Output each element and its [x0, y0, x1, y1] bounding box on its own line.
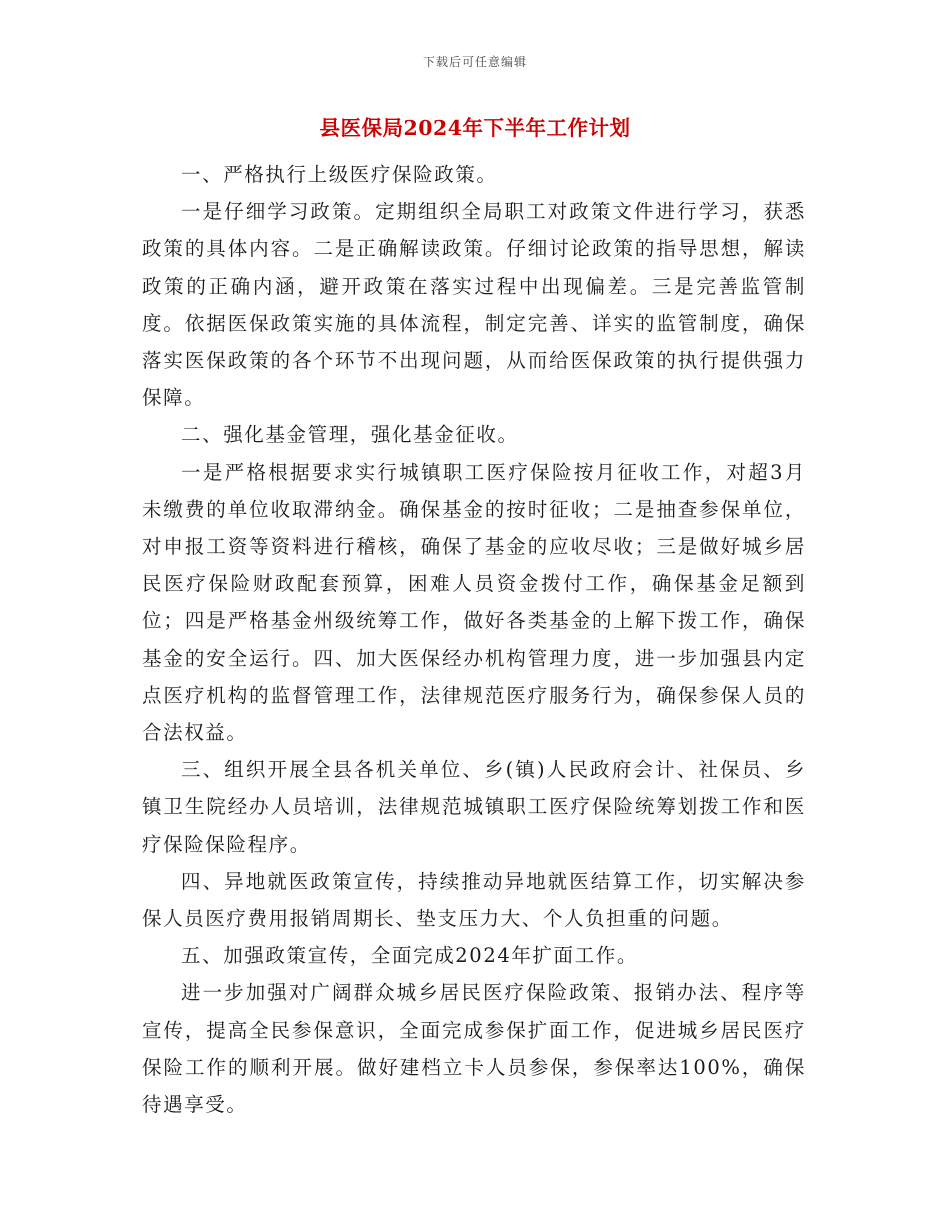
section-heading-5: 五、加强政策宣传，全面完成2024年扩面工作。	[181, 944, 638, 968]
document-body	[142, 156, 806, 1123]
page-header-note: 下载后可任意编辑	[422, 55, 527, 69]
body-paragraph-5: 进一步加强对广阔群众城乡居民医疗保险政策、报销办法、程序等宣传，提高全民参保意识，全面完成参保扩面工作，促进城乡居民医疗保险工作的顺利开展。做好建档立卡人员参保，参保率达100%，确保待遇享受。	[142, 981, 806, 1117]
section-heading-2: 二、强化基金管理，强化基金征收。	[181, 423, 519, 447]
section-paragraph-3: 三、组织开展全县各机关单位、乡(镇)人民政府会计、社保员、乡镇卫生院经办人员培训，法律规范城镇职工医疗保险统筹划拨工作和医疗保险保险程序。	[142, 758, 806, 856]
section-paragraph-4: 四、异地就医政策宣传，持续推动异地就医结算工作，切实解决参保人员医疗费用报销周期长、垫支压力大、个人负担重的问题。	[142, 869, 806, 931]
body-paragraph-1: 一是仔细学习政策。定期组织全局职工对政策文件进行学习，获悉政策的具体内容。二是正确解读政策。仔细讨论政策的指导思想，解读政策的正确内涵，避开政策在落实过程中出现偏差。三是完善监管制度。依据医保政策实施的具体流程，制定完善、详实的监管制度，确保落实医保政策的各个环节不出现问题，从而给医保政策的执行提供强力保障。	[142, 200, 806, 410]
body-paragraph-2: 一是严格根据要求实行城镇职工医疗保险按月征收工作，对超3月未缴费的单位收取滞纳金。确保基金的按时征收；二是抽查参保单位，对申报工资等资料进行稽核，确保了基金的应收尽收；三是做好城乡居民医疗保险财政配套预算，困难人员资金拨付工作，确保基金足额到位；四是严格基金州级统筹工作，做好各类基金的上解下拨工作，确保基金的安全运行。四、加大医保经办机构管理力度，进一步加强县内定点医疗机构的监督管理工作，法律规范医疗服务行为，确保参保人员的合法权益。	[142, 460, 806, 745]
document-title: 县医保局2024年下半年工作计划	[319, 116, 631, 140]
section-heading-1: 一、严格执行上级医疗保险政策。	[181, 163, 498, 186]
